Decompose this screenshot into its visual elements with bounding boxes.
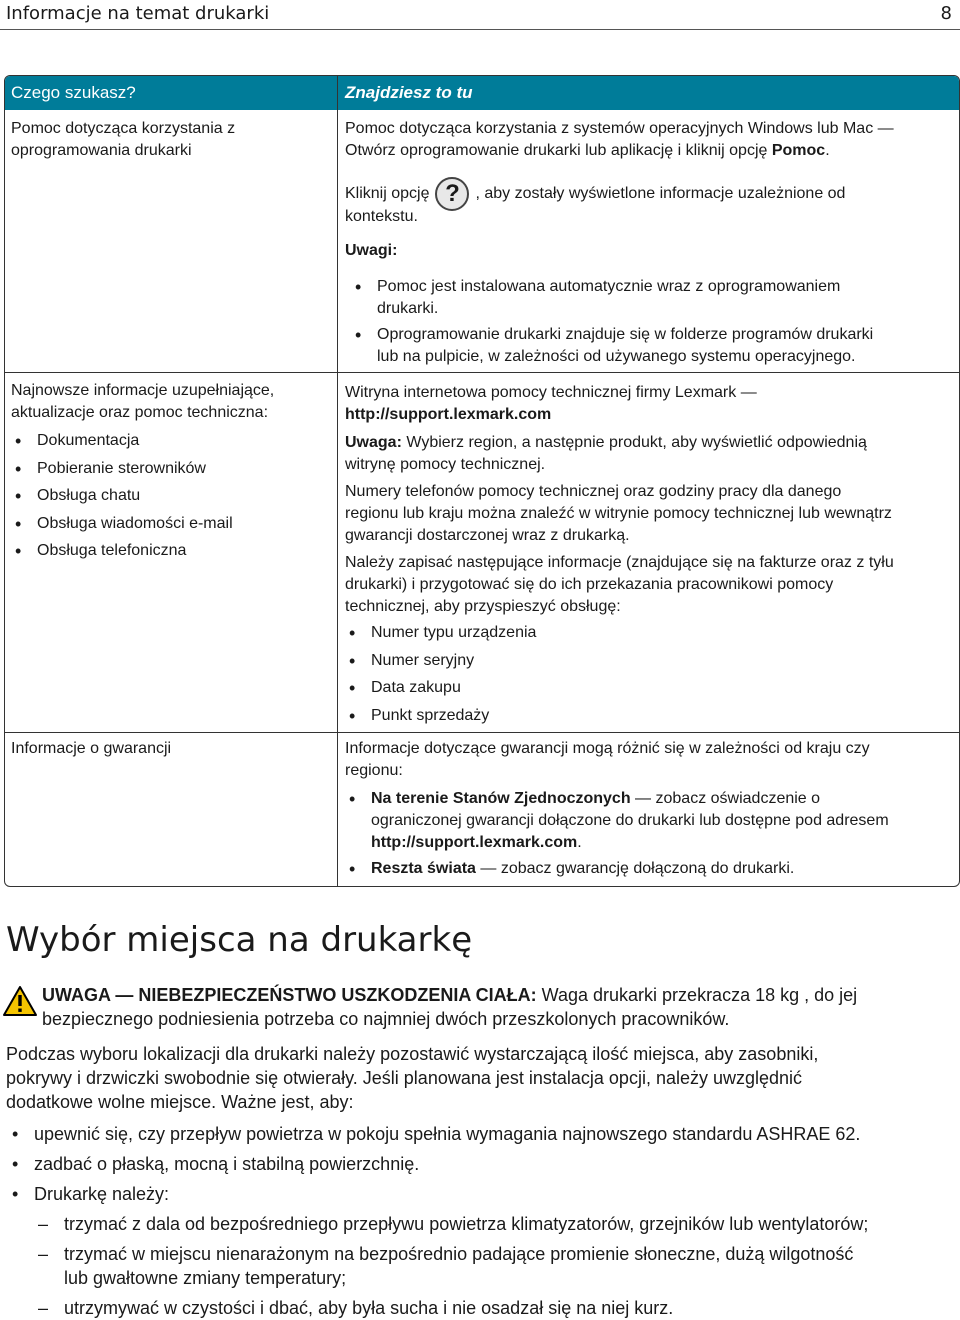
list-item: • Obsługa wiadomości e-mail bbox=[37, 513, 233, 535]
support-url-link[interactable]: http://support.lexmark.com bbox=[345, 406, 552, 423]
placement-sub-item: – trzymać z dala od bezpośredniego przepływu powietrza klimatyzatorów, grzejników lub wentylatorów; bbox=[64, 1212, 868, 1236]
warning-text: UWAGA — NIEBEZPIECZEŃSTWO USZKODZENIA CIAŁA: Waga drukarki przekracza 18 kg , do jej bezpiecznego podniesienia potrzeba co najmniej dwóch przeszkolonych pracowników. bbox=[42, 985, 858, 1029]
warranty-label: Informacje o gwarancji bbox=[11, 740, 172, 757]
support-note-cont: witrynę pomocy technicznej. bbox=[345, 456, 546, 473]
help-question-icon: ? bbox=[435, 177, 469, 211]
row1-left-text: Pomoc dotycząca korzystania z oprogramowania drukarki bbox=[11, 120, 236, 159]
row1-help-os: Pomoc dotycząca korzystania z systemów operacyjnych Windows lub Mac — bbox=[345, 120, 894, 137]
row2-left-intro: aktualizacje oraz pomoc techniczna: bbox=[11, 404, 269, 421]
warning-icon bbox=[2, 985, 38, 1017]
warranty-rest: • Reszta świata — zobacz gwarancję dołączoną do drukarki. bbox=[371, 858, 794, 880]
list-item: • Pobieranie sterowników bbox=[37, 458, 206, 480]
col2-header: Znajdziesz to tu bbox=[337, 76, 960, 110]
warranty-intro: Informacje dotyczące gwarancji mogą różnić się w zależności od kraju czy bbox=[345, 740, 870, 757]
row1-click-help: Kliknij opcję ? , aby zostały wyświetlone informacje uzależnione od bbox=[345, 177, 951, 211]
section-heading: Wybór miejsca na drukarkę bbox=[6, 920, 473, 960]
list-item: • Obsługa chatu bbox=[37, 485, 140, 507]
record-item: • Data zakupu bbox=[371, 677, 461, 699]
header-title: Informacje na temat drukarki bbox=[6, 3, 270, 24]
info-table bbox=[4, 75, 960, 887]
list-item: • Dokumentacja bbox=[37, 430, 139, 452]
placement-bullet: • zadbać o płaską, mocną i stabilną powierzchnię. bbox=[34, 1152, 419, 1176]
row1-context: kontekstu. bbox=[345, 208, 418, 225]
placement-paragraph: Podczas wyboru lokalizacji dla drukarki należy pozostawić wystarczającą ilość miejsca, aby zasobniki, pokrywy i drzwiczki swobodnie się otwierały. Jeśli planowana jest instalacja opcji, należy uwzględnić dodatkowe wolne miejsce. Ważne jest, aby: bbox=[6, 1044, 819, 1112]
col1-header: Czego szukasz? bbox=[5, 76, 343, 110]
row2-left-intro: Najnowsze informacje uzupełniające, bbox=[11, 382, 275, 399]
placement-bullet: • upewnić się, czy przepływ powietrza w pokoju spełnia wymagania najnowszego standardu ASHRAE 62. bbox=[34, 1122, 860, 1146]
row-divider bbox=[5, 372, 959, 373]
page-header bbox=[0, 0, 960, 34]
note-item: • Pomoc jest instalowana automatycznie wraz z oprogramowaniem drukarki. bbox=[377, 276, 957, 320]
note-item: • Oprogramowanie drukarki znajduje się w folderze programów drukarki lub na pulpicie, w zależności od używanego systemu operacyjnego. bbox=[377, 324, 957, 368]
row1-open-software: Otwórz oprogramowanie drukarki lub aplikację i kliknij opcję Pomoc. bbox=[345, 142, 830, 159]
placement-bullet: • Drukarkę należy: bbox=[34, 1182, 169, 1206]
record-info: Należy zapisać następujące informacje (znajdujące się na fakturze oraz z tyłu drukarki) i przygotować się do ich przekazania pracownikowi pomocy technicznej, aby przyspieszyć obsługę: bbox=[345, 554, 894, 615]
row-divider bbox=[5, 732, 959, 733]
header-rule bbox=[0, 29, 960, 30]
warranty-url-link[interactable]: http://support.lexmark.com bbox=[371, 834, 578, 851]
page-number: 8 bbox=[940, 3, 952, 24]
placement-sub-item: – trzymać w miejscu nienarażonym na bezpośrednio padające promienie słoneczne, dużą wilgotność lub gwałtowne zmiany temperatury; bbox=[64, 1242, 853, 1290]
column-divider bbox=[337, 76, 338, 886]
phone-info: Numery telefonów pomocy technicznej oraz godziny pracy dla danego regionu lub kraju można znaleźć w witrynie pomocy technicznej lub wewnątrz gwarancji dostarczonej wraz z drukarką. bbox=[345, 483, 892, 544]
support-site-text: Witryna internetowa pomocy technicznej firmy Lexmark — bbox=[345, 384, 757, 401]
support-note: Uwaga: Wybierz region, a następnie produkt, aby wyświetlić odpowiednią bbox=[345, 434, 867, 451]
record-item: • Numer seryjny bbox=[371, 650, 474, 672]
warranty-us: • Na terenie Stanów Zjednoczonych — zobacz oświadczenie o ograniczonej gwarancji dołączone do drukarki lub dostępne pod adresem http://support.lexmark.com. bbox=[371, 788, 951, 854]
warranty-intro-cont: regionu: bbox=[345, 762, 403, 779]
record-item: • Numer typu urządzenia bbox=[371, 622, 536, 644]
placement-sub-item: – utrzymywać w czystości i dbać, aby była sucha i nie osadzał się na niej kurz. bbox=[64, 1296, 673, 1320]
notes-label: Uwagi: bbox=[345, 242, 398, 259]
record-item: • Punkt sprzedaży bbox=[371, 705, 489, 727]
list-item: • Obsługa telefoniczna bbox=[37, 540, 186, 562]
